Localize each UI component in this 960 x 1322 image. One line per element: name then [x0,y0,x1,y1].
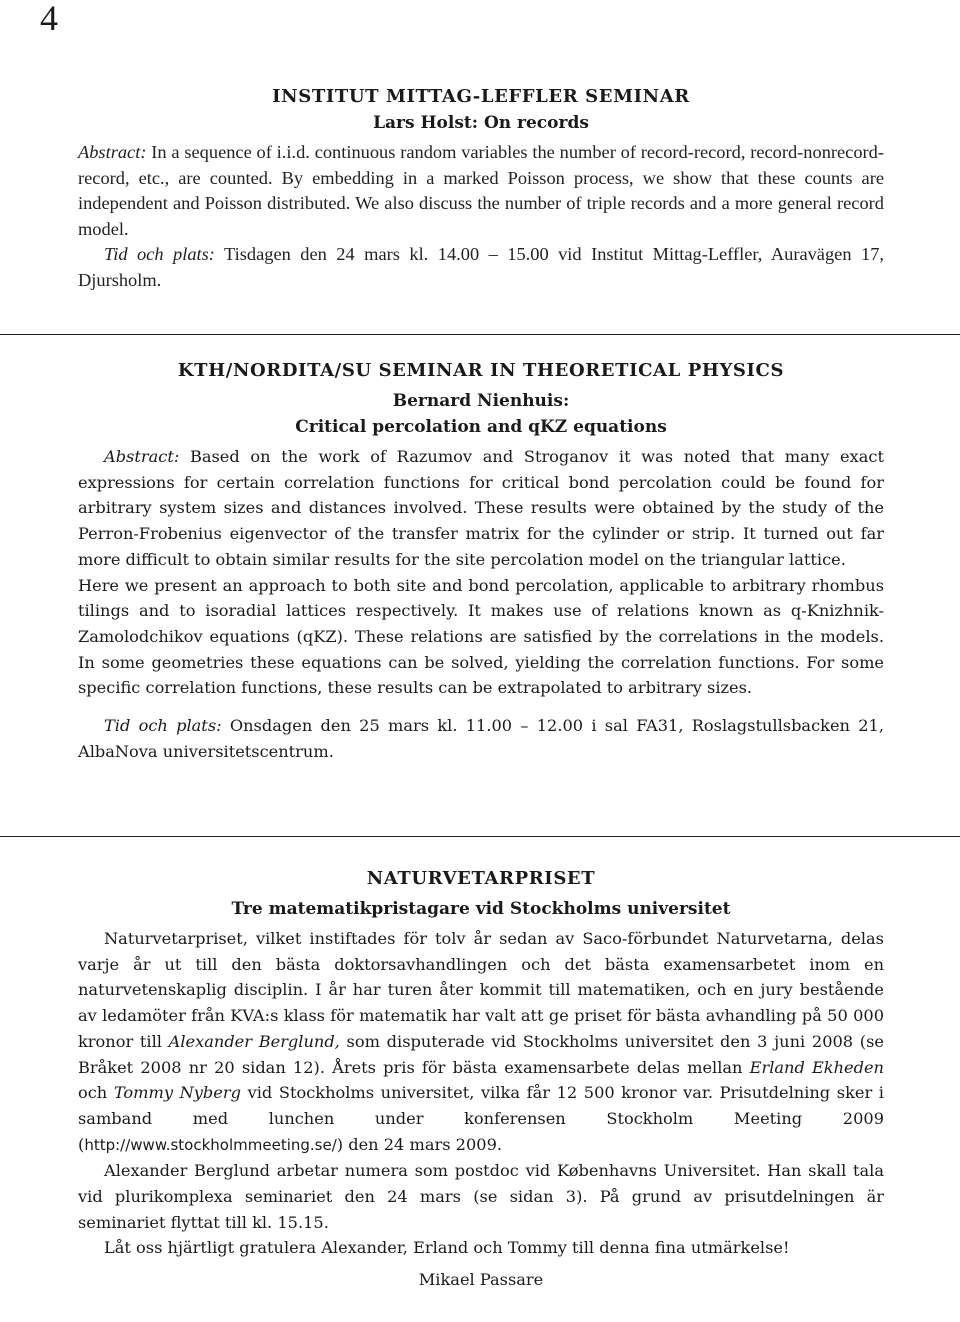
section-divider [0,334,960,335]
prize-text: Naturvetarpriset, vilket instiftades för tolv år sedan av Saco-förbundet Naturvetarna, delas varje år ut till den bästa doktorsavhandlingen och det bästa examensarbetet inom en naturvetenskaplig disciplin. I år har turen åter kommit till matematiken, och en jury bestående av ledamöter från KVA:s klass för matematik har valt att ge priset för bästa avhandling på 50 000 kronor till [78,929,884,1051]
seminar-time-place [78,242,884,293]
seminar-time-place [78,713,884,764]
abstract-paragraph-2: Here we present an approach to both site and bond percolation, applicable to arbitrary rhombus tilings and to isoradial lattices respectively. It makes use of relations known as q-Knizhnik-Zamolodchikov equations (qKZ). These relations are satisfied by the correlations in the models. In some geometries these equations can be solved, yielding the correlation functions. For some specific correlation functions, these results can be extrapolated to arbitrary sizes. [78,575,884,698]
prize-text: som disputerade vid Stockholms universitet den 3 juni 2008 (se Bråket 2008 nr 20 sidan 12). Årets pris för bästa examensarbete delas mellan [78,1031,885,1077]
winner-name: Tommy Nyberg [113,1083,241,1103]
prize-paragraph-2: Alexander Berglund arbetar numera som postdoc vid Københavns Universitet. Han skall tala vid plurikomplexa seminariet den 24 mars (se sidan 3). På grund av prisutdelningen är seminariet flyttat till kl. 15.15. [78,1161,884,1232]
prize-subheading: Tre matematikpristagare vid Stockholms universitet [231,899,731,919]
time-place-label: Tid och plats: [104,716,222,736]
seminar-speaker: Bernard Nienhuis: [392,391,570,411]
winner-name: Alexander Berglund, [168,1031,340,1051]
seminar-heading: KTH/NORDITA/SU SEMINAR IN THEORETICAL PHYSICS [177,360,785,381]
prize-heading: NATURVETARPRISET [366,868,596,889]
prize-announcement [78,866,884,1293]
seminar-heading: INSTITUT MITTAG-LEFFLER SEMINAR [272,86,690,107]
prize-text: och [78,1083,114,1103]
abstract-text: In a sequence of i.i.d. continuous random variables the number of record-record, record-nonrecord-record, etc., are counted. By embedding in a marked Poisson process, we show that these counts are independent and Poisson distributed. We also discuss the number of triple records and a more general record model. [78,142,884,239]
signature: Mikael Passare [418,1270,544,1290]
seminar-abstract [78,444,884,573]
winner-name: Erland Ekheden [749,1057,884,1077]
prize-text: ) den 24 mars 2009. [336,1134,503,1154]
time-place-label: Tid och plats: [104,244,215,265]
seminar-mittag-leffler [78,84,884,294]
conference-url-link[interactable]: http://www.stockholmmeeting.se/ [84,1135,337,1154]
seminar-theoretical-physics [78,358,884,764]
abstract-label: Abstract: [104,447,180,466]
prize-text: vid Stockholms universitet, vilka får 12 500 kronor var. Prisutdelning sker i samband med lunchen under konferensen Stockholm Meeting 2009 ( [78,1083,884,1154]
time-place-text: Tisdagen den 24 mars kl. 14.00 – 15.00 vid Institut Mittag-Leffler, Auravägen 17, Djursholm. [78,244,884,290]
abstract-label: Abstract: [78,142,147,162]
seminar-abstract [78,140,884,242]
section-divider [0,836,960,837]
prize-paragraph-1 [78,926,884,1158]
abstract-text: Based on the work of Razumov and Stroganov it was noted that many exact expressions for certain correlation functions for critical bond percolation could be found for arbitrary system sizes and distances involved. These results were obtained by the study of the Perron-Frobenius eigenvector of the transfer matrix for the cylinder or strip. It turned out far more difficult to obtain similar results for the site percolation model on the triangular lattice. [78,447,884,569]
prize-paragraph-3: Låt oss hjärtligt gratulera Alexander, Erland och Tommy till denna fina utmärkelse! [104,1238,790,1258]
time-place-text: Onsdagen den 25 mars kl. 11.00 – 12.00 i sal FA31, Roslagstullsbacken 21, AlbaNova universitetscentrum. [78,716,884,761]
page-number: 4 [40,0,58,38]
seminar-talk-title: Critical percolation and qKZ equations [295,417,667,437]
seminar-speaker-title: Lars Holst: On records [373,113,589,133]
